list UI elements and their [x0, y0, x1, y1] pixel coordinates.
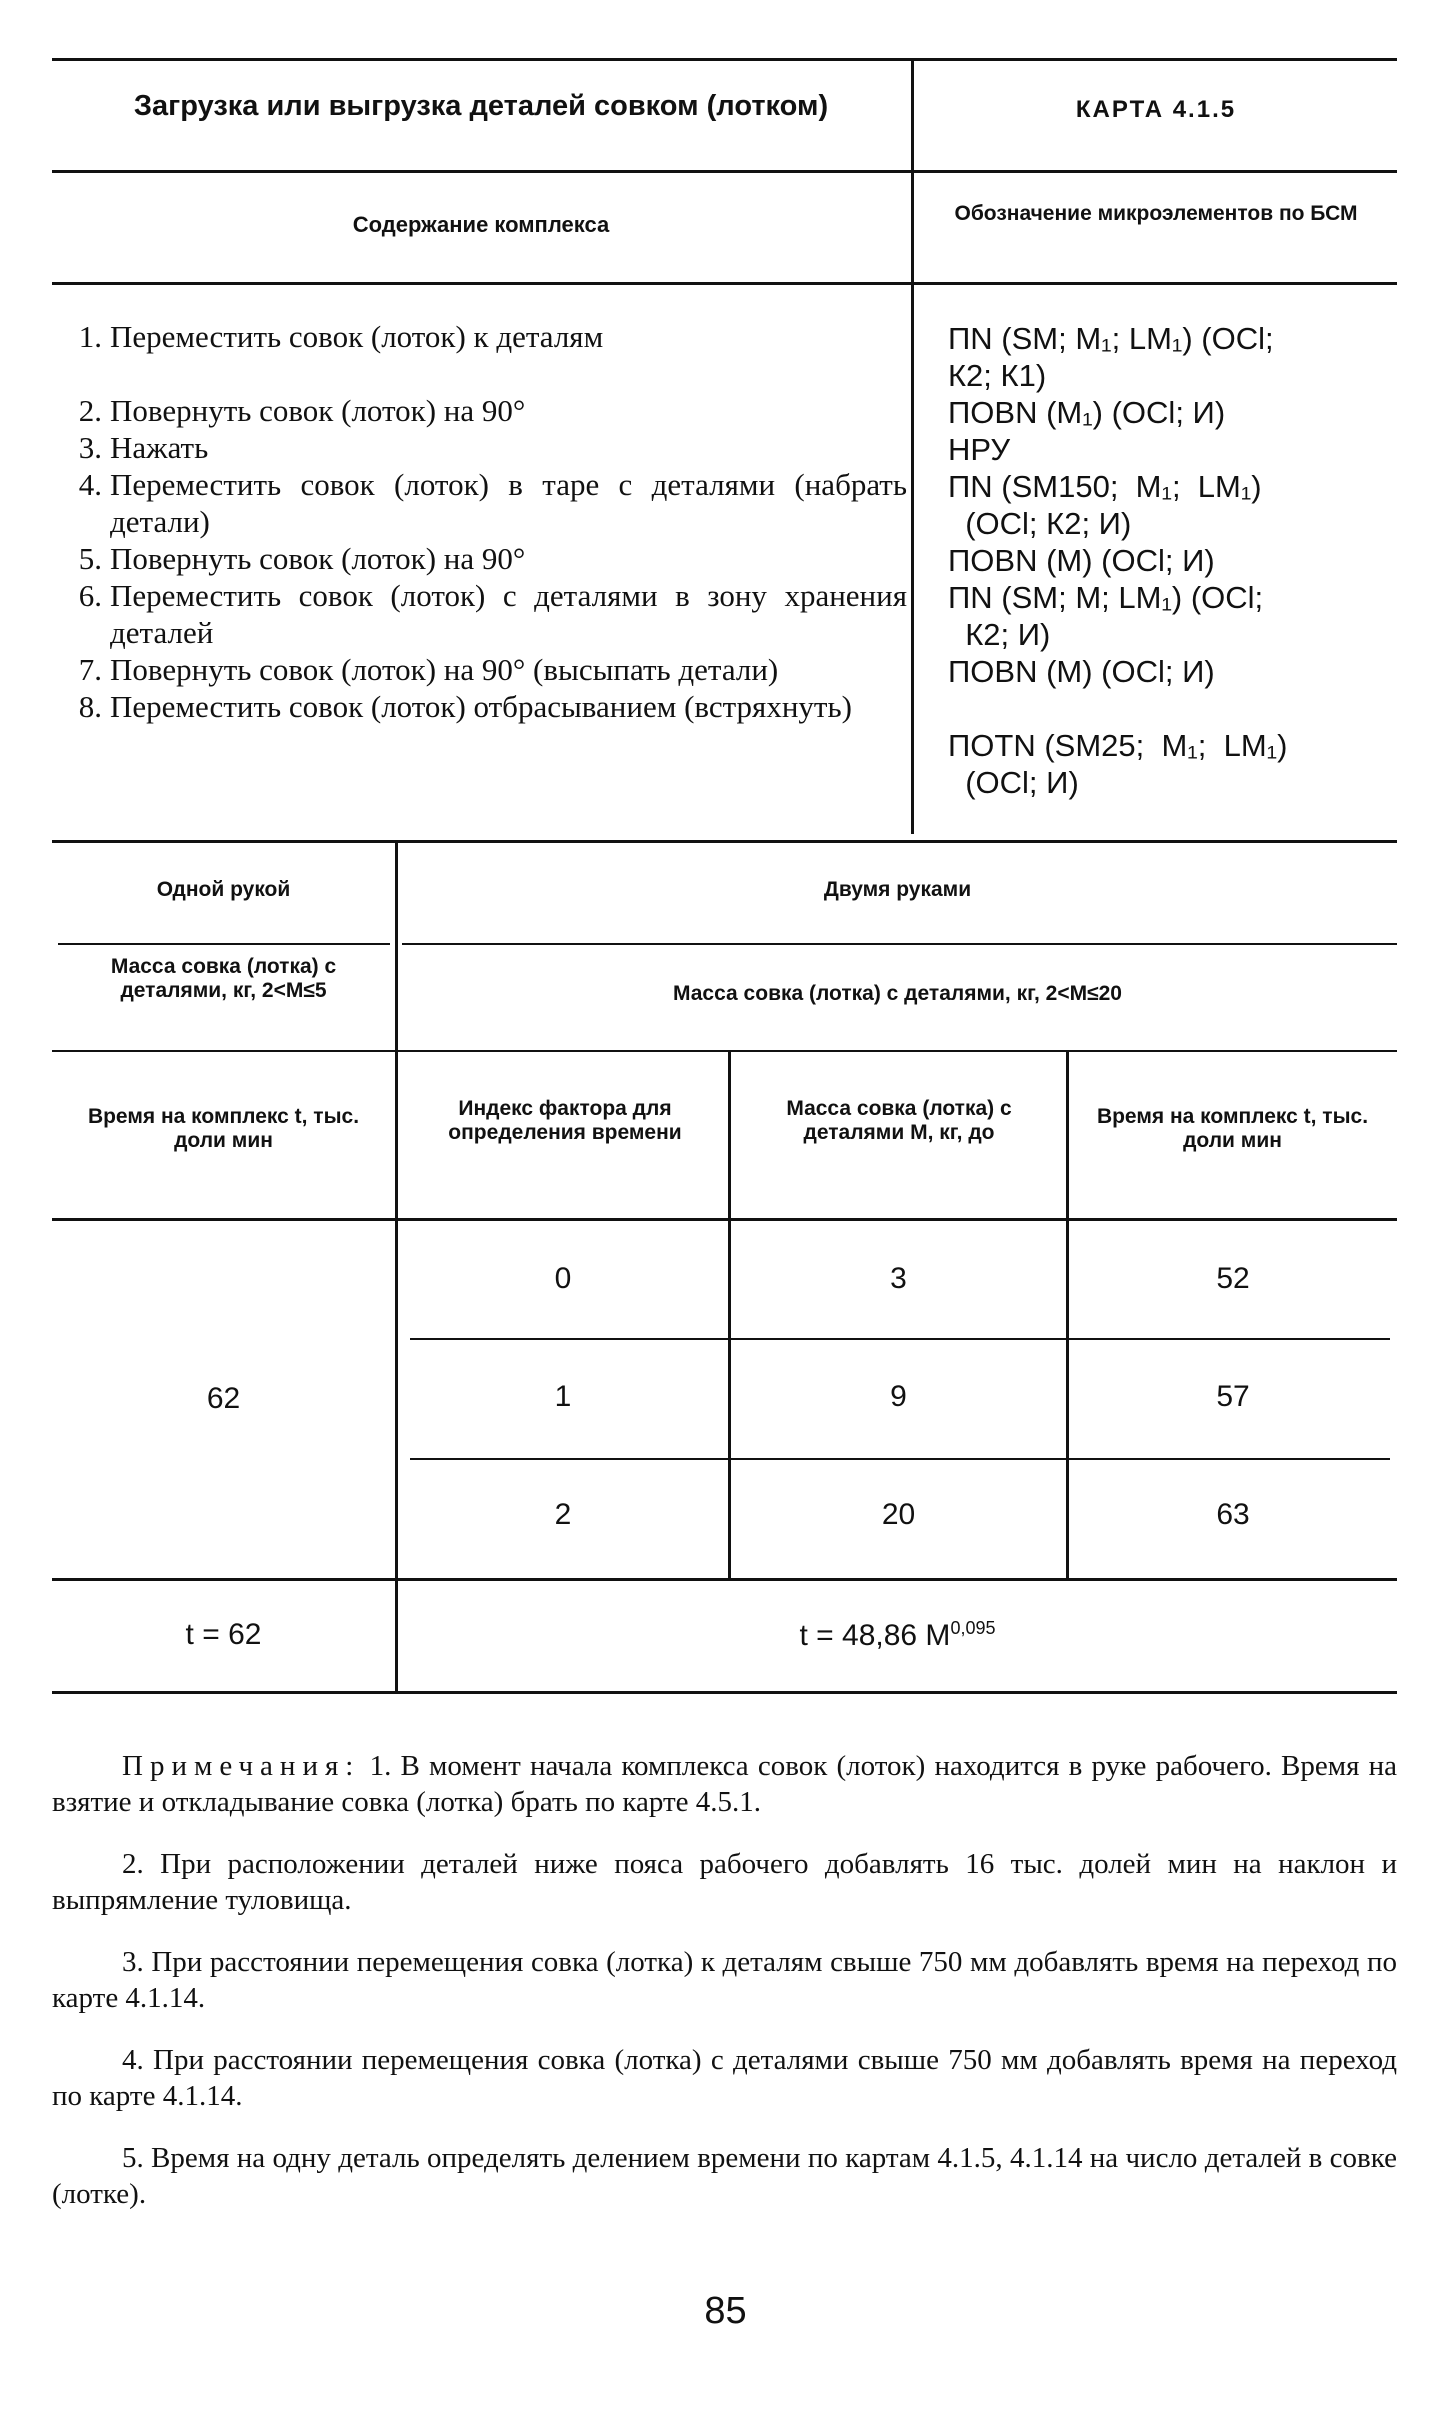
note-item: Примечания: 1. В момент начала комплекса совок (лоток) находится в руке рабочего. Время на взятие и откладывание совка (лотка) брать по карте 4.5.1.	[52, 1750, 1398, 1818]
operation-item: 4. Переместить совок (лоток) в таре с деталями (набрать детали)	[78, 467, 907, 539]
table-cell-time: 63	[1216, 1498, 1250, 1531]
formula-rule	[52, 1578, 1397, 1581]
operation-item: 3. Нажать	[78, 430, 209, 465]
header-rule	[52, 170, 1397, 173]
code-line: ПОВN (M) (ОСl; И)	[948, 543, 1215, 578]
table-cell-index: 0	[554, 1262, 572, 1295]
operation-item: 1. Переместить совок (лоток) к деталям	[78, 319, 604, 354]
table-cell-mass: 3	[890, 1262, 907, 1295]
mass-two-hands: Масса совка (лотка) с деталями, кг, 2<M≤20	[673, 982, 1122, 1005]
code-line: ПОТN (SM25; M₁; LM₁)	[948, 728, 1288, 763]
micro-element-codes	[948, 320, 1398, 801]
operation-item: 5. Повернуть совок (лоток) на 90°	[78, 541, 526, 576]
note-item: 5. Время на одну деталь определять делением времени по картам 4.1.5, 4.1.14 на число деталей в совке (лотке).	[52, 2142, 1397, 2210]
operation-item: 7. Повернуть совок (лоток) на 90° (высыпать детали)	[78, 652, 779, 687]
row-rule	[410, 1338, 1390, 1340]
code-line: (ОСl; К2; И)	[948, 506, 1132, 541]
operation-item: 6. Переместить совок (лоток) с деталями в зону хранения деталей	[78, 578, 907, 650]
one-hand-time-value: 62	[206, 1382, 241, 1415]
time-two-hands-header: Время на комплекс t, тыс. доли мин	[1096, 1105, 1369, 1152]
note-item: 2. При расположении деталей ниже пояса рабочего добавлять 16 тыс. долей мин на наклон и выпрямление туловища.	[52, 1848, 1397, 1916]
code-line	[948, 690, 1398, 727]
operation-item: 8. Переместить совок (лоток) отбрасыванием (встряхнуть)	[78, 689, 852, 724]
operation-item: 2. Повернуть совок (лоток) на 90°	[78, 393, 526, 428]
mass-one-hand: Масса совка (лотка) с деталями, кг, 2<M≤5	[110, 955, 337, 1002]
code-line: ПN (SM; M₁; LM₁) (ОСl;	[948, 321, 1274, 356]
code-line: ПОВN (M) (ОСl; И)	[948, 654, 1215, 689]
micro-column-header: Обозначение микроэлементов по БСМ	[954, 202, 1358, 225]
code-line: НРУ	[948, 432, 1011, 467]
code-line: ПN (SM; M; LM₁) (ОСl;	[948, 580, 1264, 615]
table-cell-index: 2	[554, 1498, 572, 1531]
table-cell-mass: 9	[890, 1380, 907, 1413]
code-line: ПN (SM150; M₁; LM₁)	[948, 469, 1262, 504]
note-item: 3. При расстоянии перемещения совка (лотка) к деталям свыше 750 мм добавлять время на переход по карте 4.1.14.	[52, 1946, 1397, 2014]
content-column-header: Содержание комплекса	[352, 212, 610, 237]
header-column-divider	[911, 58, 914, 834]
two-hands-header: Двумя руками	[823, 878, 972, 901]
card-title: Загрузка или выгрузка деталей совком (лотком)	[133, 90, 829, 122]
code-line: К2; К1)	[948, 358, 1047, 393]
table-cell-index: 1	[554, 1380, 572, 1413]
two-hands-rule	[402, 943, 1397, 945]
index-header: Индекс фактора для определения времени	[448, 1097, 682, 1144]
column-header-rule	[52, 282, 1397, 285]
page-number: 85	[704, 2290, 747, 2332]
table-bottom-rule	[52, 1691, 1397, 1694]
sub-header-rule	[52, 1050, 1397, 1052]
notes-section	[52, 1748, 1397, 2238]
row-rule	[410, 1458, 1390, 1460]
table-cell-mass: 20	[881, 1498, 916, 1531]
one-hand-header: Одной рукой	[156, 878, 291, 901]
notes-lead: Примечания:	[122, 1750, 361, 1782]
formula-one-hand: t = 62	[185, 1618, 262, 1651]
table-cell-time: 57	[1216, 1380, 1250, 1413]
time-one-hand-header: Время на комплекс t, тыс. доли мин	[87, 1105, 360, 1152]
one-hand-rule	[58, 943, 390, 945]
note-item: 4. При расстоянии перемещения совка (лотка) с деталями свыше 750 мм добавлять время на переход по карте 4.1.14.	[52, 2044, 1397, 2112]
mass-column-header: Масса совка (лотка) с деталями M, кг, до	[786, 1097, 1012, 1144]
code-line: ПОВN (M₁) (ОСl; И)	[948, 395, 1226, 430]
card-number: КАРТА 4.1.5	[1075, 96, 1237, 123]
table-cell-time: 52	[1216, 1262, 1250, 1295]
code-line: К2; И)	[948, 617, 1051, 652]
table-top-rule	[52, 840, 1397, 843]
top-rule	[52, 58, 1397, 61]
code-line: (ОСl; И)	[948, 765, 1079, 800]
operations-list	[52, 318, 907, 725]
table-body-rule	[52, 1218, 1397, 1221]
formula-two-hands: t = 48,86 M$^{0,095}$	[799, 1618, 996, 1652]
